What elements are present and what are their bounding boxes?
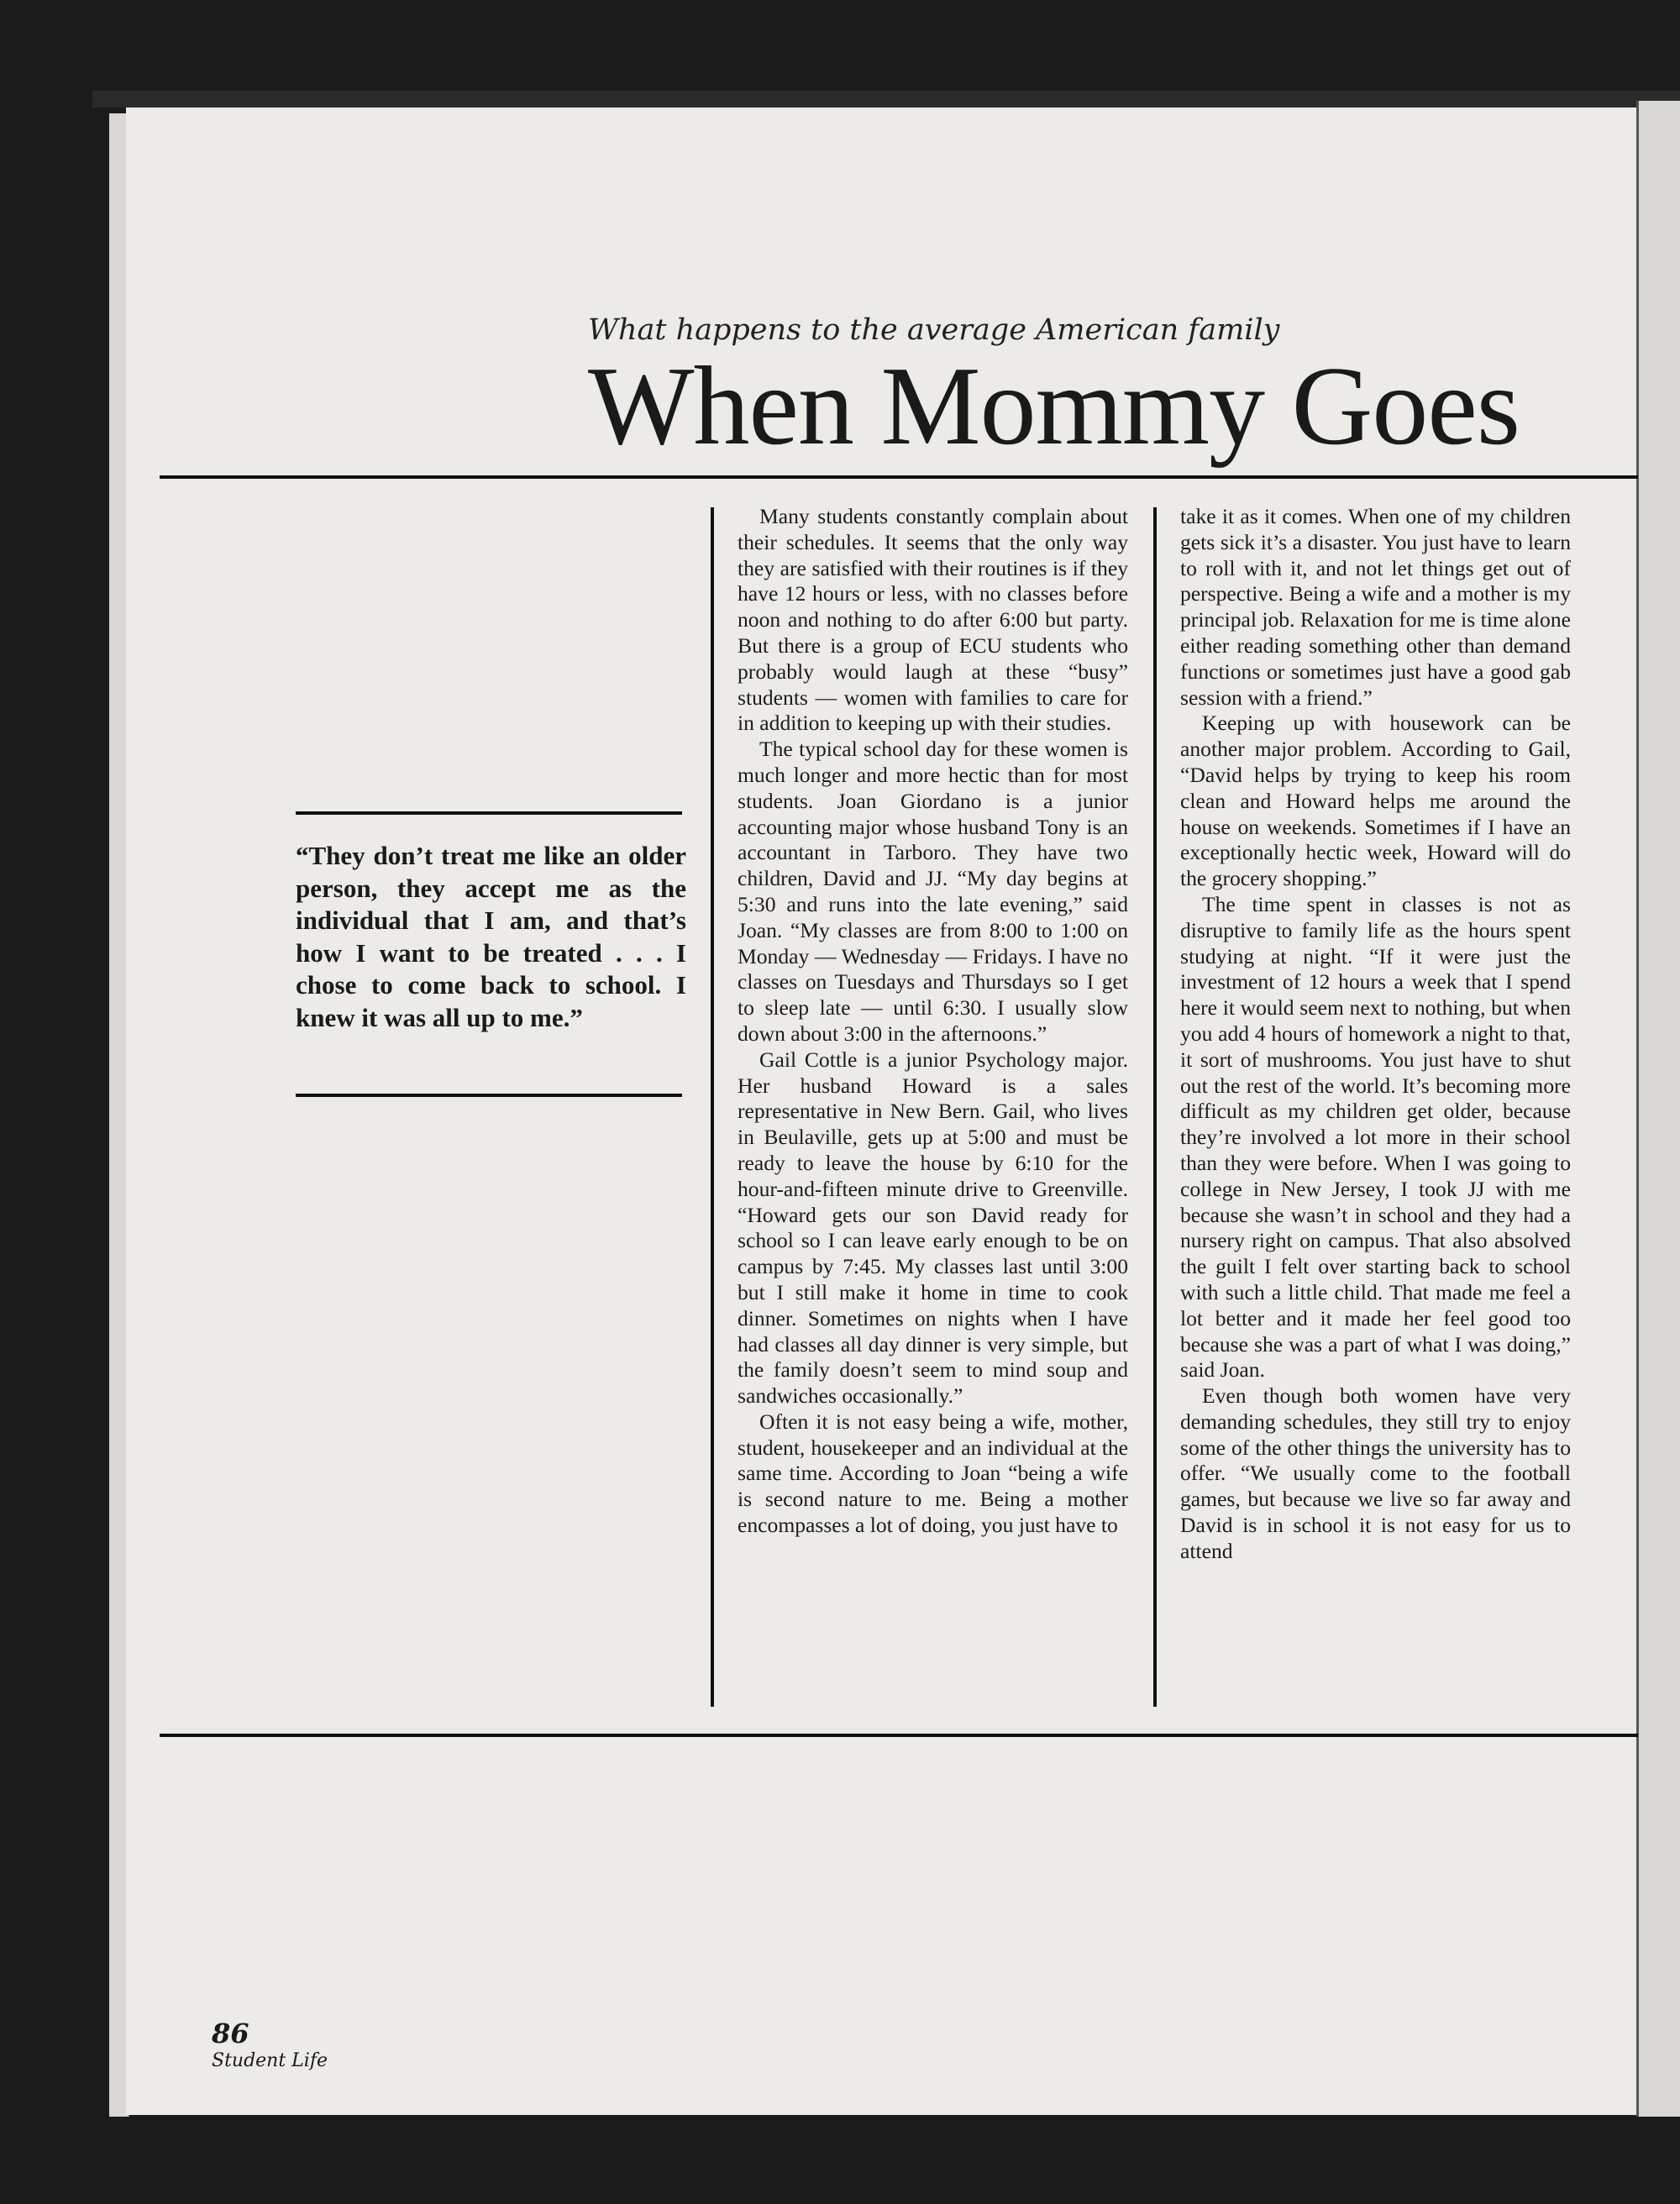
article-column-2 [1180, 504, 1571, 1713]
paragraph: take it as it comes. When one of my children gets sick it’s a disaster. You just have to learn to roll with it, and not let things get out of perspective. Being a wife and a mother is my principal job. Relaxation for me is time alone either reading something other than demand functions or sometimes just have a good gab session with a friend.” [1180, 504, 1571, 710]
top-rule [160, 475, 1638, 479]
paragraph: Many students constantly complain about their schedules. It seems that the only way they are satisfied with their routines is if they have 12 hours or less, with no classes before noon and nothing to do after 6:00 but party. But there is a group of ECU students who probably would laugh at these “busy” students — women with families to care for in addition to keeping up with their studies. [738, 504, 1128, 736]
pull-quote-rule-bottom [296, 1094, 682, 1097]
column-divider-right [1153, 507, 1157, 1707]
article-title: When Mommy Goes [588, 344, 1520, 468]
paragraph: Keeping up with housework can be another major problem. According to Gail, “David helps by trying to keep his room clean and Howard helps me around the house on weekends. Sometimes if I have an exceptionally hectic week, Howard will do the grocery shopping.” [1180, 711, 1571, 891]
pull-quote-rule-top [296, 811, 682, 815]
paragraph: Gail Cottle is a junior Psychology major. Her husband Howard is a sales representative in New Bern. Gail, who lives in Beulaville, gets up at 5:00 and must be ready to leave the house by 6:10 for the hour-and-fifteen minute drive to Greenville. “Howard gets our son David ready for school so I can leave early enough to be on campus by 7:45. My classes last until 3:00 but I still make it home in time to cook dinner. Sometimes on nights when I have had classes all day dinner is very simple, but the family doesn’t seem to mind soup and sandwiches occasionally.” [738, 1047, 1128, 1409]
column-divider-left [711, 507, 714, 1707]
bottom-rule [160, 1734, 1638, 1737]
page-number: 86 [212, 2018, 249, 2049]
article-kicker: What happens to the average American family [588, 313, 1280, 347]
section-name: Student Life [212, 2050, 328, 2071]
facing-page-edge [1636, 101, 1680, 2117]
pull-quote: “They don’t treat me like an older person, they accept me as the individual that I am, and that’s how I want to be treated . . . I chose to come back to school. I knew it was all up to me.” [296, 841, 686, 1032]
paragraph: The typical school day for these women is much longer and more hectic than for most students. Joan Giordano is a junior accounting major whose husband Tony is an accountant in Tarboro. They have two children, David and JJ. “My day begins at 5:30 and runs into the late evening,” said Joan. “My classes are from 8:00 to 1:00 on Monday — Wednesday — Fridays. I have no classes on Tuesdays and Thursdays so I get to sleep late — until 6:30. I usually slow down about 3:00 in the afternoons.” [738, 737, 1128, 1046]
paragraph: The time spent in classes is not as disruptive to family life as the hours spent studying at night. “If it were just the investment of 12 hours a week that I spend here it would seem next to nothing, but when you add 4 hours of homework a night to that, it sort of mushrooms. You just have to shut out the rest of the world. It’s becoming more difficult as my children get older, because they’re involved a lot more in their school than they were before. When I was going to college in New Jersey, I took JJ with me because she wasn’t in school and they had a nursery right on campus. That also absolved the guilt I felt over starting back to school with such a little child. That made me feel a lot better and it made her feel good too because she was a part of what I was doing,” said Joan. [1180, 891, 1571, 1383]
book-binding-edge [92, 91, 1680, 108]
article-column-1 [738, 504, 1128, 1713]
paragraph: Often it is not easy being a wife, mother, student, housekeeper and an individual at the same time. According to Joan “being a wife is second nature to me. Being a mother encompasses a lot of doing, you just have to [738, 1409, 1128, 1538]
paragraph: Even though both women have very demanding schedules, they still try to enjoy some of the other things the university has to offer. “We usually come to the football games, but because we live so far away and David is in school it is not easy for us to attend [1180, 1383, 1571, 1563]
